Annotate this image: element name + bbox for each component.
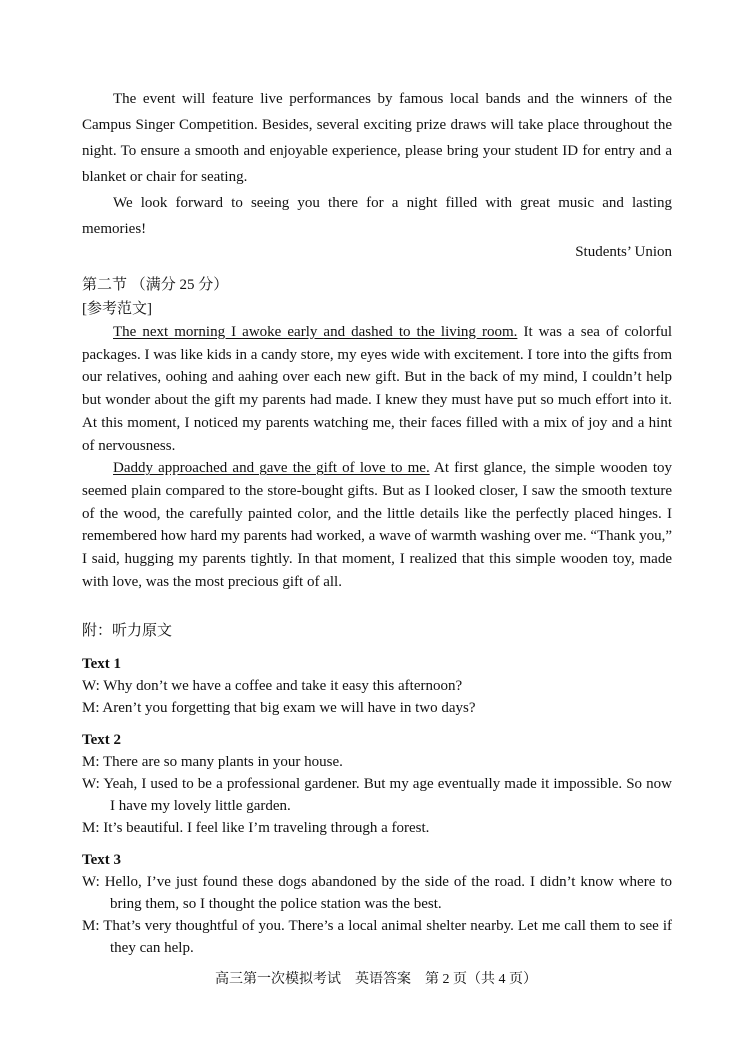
dialogue-line: M: Aren’t you forgetting that big exam we will have in two days?: [82, 700, 476, 717]
dialogue-line: M: That’s very thoughtful of you. There’s a local animal shelter nearby. Let me call them to see if they can help.: [82, 918, 672, 957]
listening-text-2: [82, 729, 672, 839]
listening-text-1: [82, 653, 672, 719]
essay-paragraph-1-given-sentence: The next morning I awoke early and dashed to the living room.: [113, 324, 518, 340]
letter-paragraph-2: We look forward to seeing you there for a night filled with great music and lasting memories!: [82, 195, 672, 237]
model-essay-label: [参考范文]: [82, 301, 152, 317]
section-2-heading: 第二节 （满分 25 分）: [82, 277, 229, 293]
dialogue-line: M: There are so many plants in your house.: [82, 754, 343, 771]
dialogue-line: M: It’s beautiful. I feel like I’m traveling through a forest.: [82, 820, 430, 837]
page-content: [82, 86, 672, 959]
appendix-heading: 附：听力原文: [82, 623, 173, 640]
dialogue-line: W: Yeah, I used to be a professional gardener. But my age eventually made it impossible. So now I have my lovely little garden.: [82, 776, 672, 815]
text-title: Text 3: [82, 852, 122, 869]
essay-paragraph-2-body: At first glance, the simple wooden toy seemed plain compared to the store-bought gifts. But as I looked closer, I saw the smooth texture of the wood, the carefully painted color, and the little details like the perfectly placed hinges. I remembered how hard my parents had worked, a wave of warmth washing over me. “Thank you,” I said, hugging my parents tightly. In that moment, I realized that this simple wooden toy, made with love, was the most precious gift of all.: [82, 460, 672, 590]
essay-paragraph-2-given-sentence: Daddy approached and gave the gift of love to me.: [113, 460, 430, 477]
letter-paragraph-1: The event will feature live performances by famous local bands and the winners of the Campus Singer Competition. Besides, several exciting prize draws will take place throughout the night. To ensure a smooth and enjoyable experience, please bring your student ID for entry and a blanket or chair for seating.: [82, 91, 672, 185]
listening-text-3: [82, 849, 672, 959]
letter-signature: Students’ Union: [575, 244, 672, 260]
text-title: Text 1: [82, 656, 122, 673]
essay-paragraph-2: [82, 457, 672, 593]
essay-paragraph-1: [82, 321, 672, 457]
text-title: Text 2: [82, 732, 122, 749]
dialogue-line: W: Hello, I’ve just found these dogs abandoned by the side of the road. I didn’t know where to bring them, so I thought the police station was the best.: [82, 874, 672, 913]
dialogue-line: W: Why don’t we have a coffee and take it easy this afternoon?: [82, 678, 463, 695]
essay-paragraph-1-body: It was a sea of colorful packages. I was like kids in a candy store, my eyes wide with excitement. I tore into the gifts from our relatives, oohing and aahing over each new gift. But in the back of my mind, I couldn’t help but wonder about the gift my parents had made. I knew they must have put so much effort into it. At this moment, I noticed my parents watching me, their faces filled with a mix of joy and a hint of nervousness.: [82, 324, 672, 454]
page-footer: 高三第一次模拟考试 英语答案 第 2 页（共 4 页）: [215, 972, 537, 987]
model-essay: [82, 321, 672, 593]
